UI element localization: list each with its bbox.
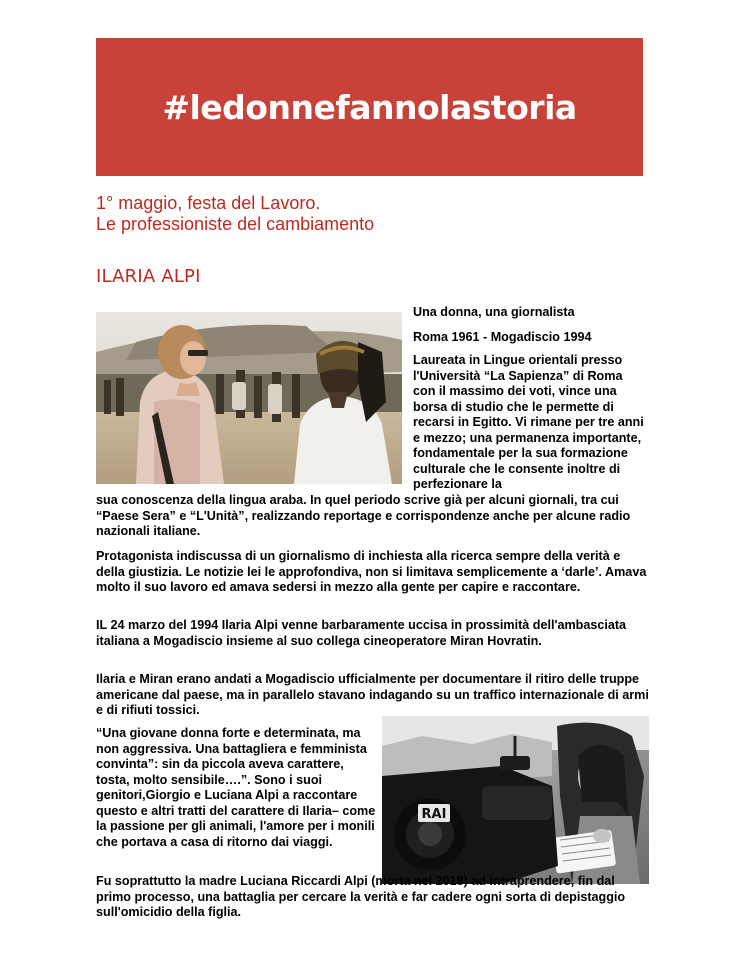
subtitle-line-1: 1° maggio, festa del Lavoro.: [96, 193, 321, 213]
photo-ilaria-camera: [382, 716, 649, 884]
page-subtitle: [96, 193, 374, 235]
photo-ilaria-interview: [96, 312, 402, 484]
article-para-1-side: Laureata in Lingue orientali presso l'Università “La Sapienza” di Roma con il massimo dei voti, vince una borsa di studio che le permette di recarsi in Egitto. Vi rimane per tre anni e mezzo; una permanenza importante, fondamentale per la sua formazione culturale che le consente inoltre di perfezionare la: [413, 353, 644, 491]
person-name: ILARIA ALPI: [96, 266, 201, 287]
article-para-6: Fu soprattutto la madre Luciana Riccardi Alpi (morta nel 2018) ad intraprendere, fin dal primo processo, una battaglia per cercare la verità e far cadere ogni sorta di depistaggio sull'omicidio della figlia.: [96, 874, 626, 919]
article-para-1-continued: sua conoscenza della lingua araba. In quel periodo scrive già per alcuni giornali, tra cui “Paese Sera” e “L'Unità”, realizzando reportage e corrispondenze anche per alcune radio nazionali italiane.: [96, 493, 631, 538]
subtitle-line-2: Le professioniste del cambiamento: [96, 214, 375, 234]
camera-rai-label: RAI: [421, 807, 447, 822]
article-dates: Roma 1961 - Mogadiscio 1994: [413, 330, 592, 344]
article-para-3: IL 24 marzo del 1994 Ilaria Alpi venne barbaramente uccisa in prossimità dell'ambasciata italiana a Mogadiscio insieme al suo collega cineoperatore Miran Hovratin.: [96, 618, 627, 648]
article-para-4: Ilaria e Miran erano andati a Mogadiscio ufficialmente per documentare il ritiro delle truppe americane dal paese, ma in parallelo stavano indagando su un traffico internazionale di armi e di rifiuti tossici.: [96, 672, 649, 717]
article-tagline: Una donna, una giornalista: [413, 305, 575, 319]
article-para-2: Protagonista indiscussa di un giornalismo di inchiesta alla ricerca sempre della verità e della giustizia. Le notizie lei le approfondiva, non si limitava semplicemente a ‘darle’. Amava molto il suo lavoro ed amava sedersi in mezzo alla gente per capire e raccontare.: [96, 549, 647, 594]
article-quote: “Una giovane donna forte e determinata, ma non aggressiva. Una battagliera e femminista convinta”: sin da piccola aveva carattere, tosta, molto sensibile….”. Sono i suoi genitori,Giorgio e Luciana Alpi a raccontare questo e altri tratti del carattere di Ilaria– come la passione per gli animali, l'amore per i monili che portava a casa di ritorno dai viaggi.: [96, 726, 376, 849]
hashtag-banner: [96, 38, 643, 176]
hashtag-title: #ledonnefannolastoria: [162, 87, 577, 127]
